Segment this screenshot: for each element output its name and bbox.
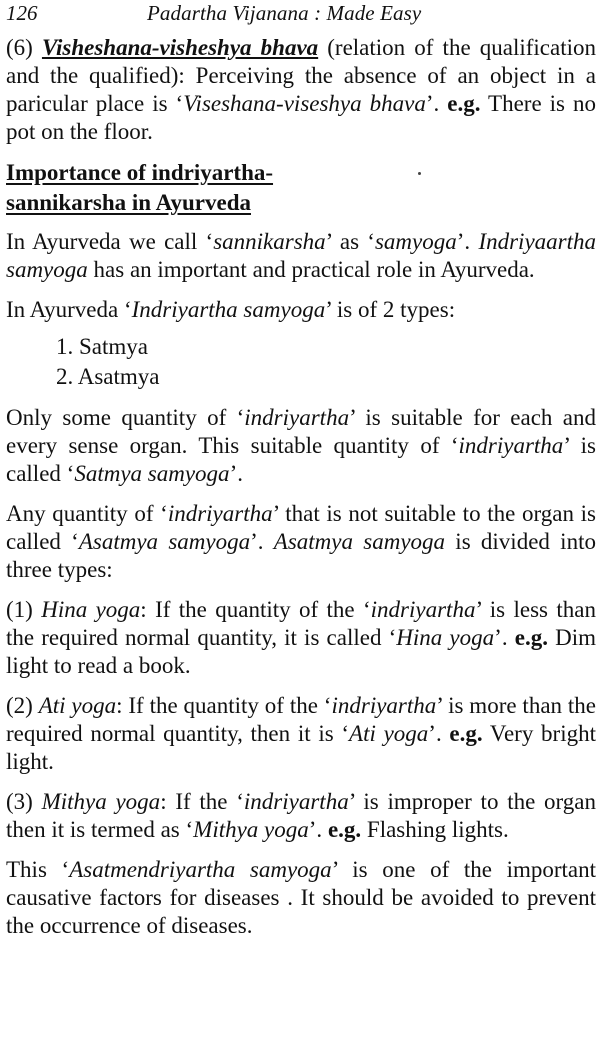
term-hina-yoga: Hina yoga [41,597,141,622]
paragraph-conclusion: This ‘Asatmendriyartha samyoga’ is one of the important causative factors for diseases . It should be avoided to prevent the occurrence of diseases. [6,857,596,938]
paragraph-satmya: Only some quantity of ‘indriyartha’ is suitable for each and every sense organ. This suitable quantity of ‘indriyartha’ is called ‘Satmya samyoga’. [6,405,596,486]
paragraph-hina-yoga: (1) Hina yoga: If the quantity of the ‘indriyartha’ is less than the required normal quantity, it is called ‘Hina yoga’. e.g. Dim light to read a book. [6,597,596,678]
term-visheshana: Visheshana-visheshya bhava [41,35,319,60]
list-item: 1. Satmya [56,334,148,359]
types-list [6,332,596,392]
eg-label: e.g. [449,721,483,746]
paragraph-visheshana: (6) Visheshana-visheshya bhava (relation of the qualification and the qualified): Perceiving the absence of an object in a paricular place is ‘Viseshana-viseshya bhava’. e.g. There is no pot on the floor. [6,35,596,144]
eg-label: e.g. [514,625,548,650]
page-body [6,34,596,940]
paragraph-samyoga: In Ayurveda we call ‘sannikarsha’ as ‘samyoga’. Indriyaartha samyoga has an important and practical role in Ayurveda. [6,229,596,282]
term-ati-yoga: Ati yoga [38,693,117,718]
running-head: Padartha Vijanana : Made Easy [147,1,422,25]
eg-label: e.g. [447,91,481,116]
section-heading: Importance of indriyartha- sannikarsha in Ayurveda [6,160,274,215]
list-item: 2. Asatmya [56,364,160,389]
page-header [6,0,596,34]
paragraph-ati-yoga: (2) Ati yoga: If the quantity of the ‘indriyartha’ is more than the required normal quantity, then it is ‘Ati yoga’. e.g. Very bright light. [6,693,597,774]
paragraph-mithya-yoga: (3) Mithya yoga: If the ‘indriyartha’ is improper to the organ then it is termed as ‘Mithya yoga’. e.g. Flashing lights. [6,789,597,842]
print-speck [418,172,421,175]
book-page [6,0,596,1058]
eg-label: e.g. [327,817,362,842]
paragraph-asatmya: Any quantity of ‘indriyartha’ that is not suitable to the organ is called ‘Asatmya samyoga’. Asatmya samyoga is divided into three types: [6,501,596,582]
page-number: 126 [6,1,38,25]
term-mithya-yoga: Mithya yoga [41,789,161,814]
paragraph-types-intro: In Ayurveda ‘Indriyartha samyoga’ is of 2 types: [6,297,456,322]
